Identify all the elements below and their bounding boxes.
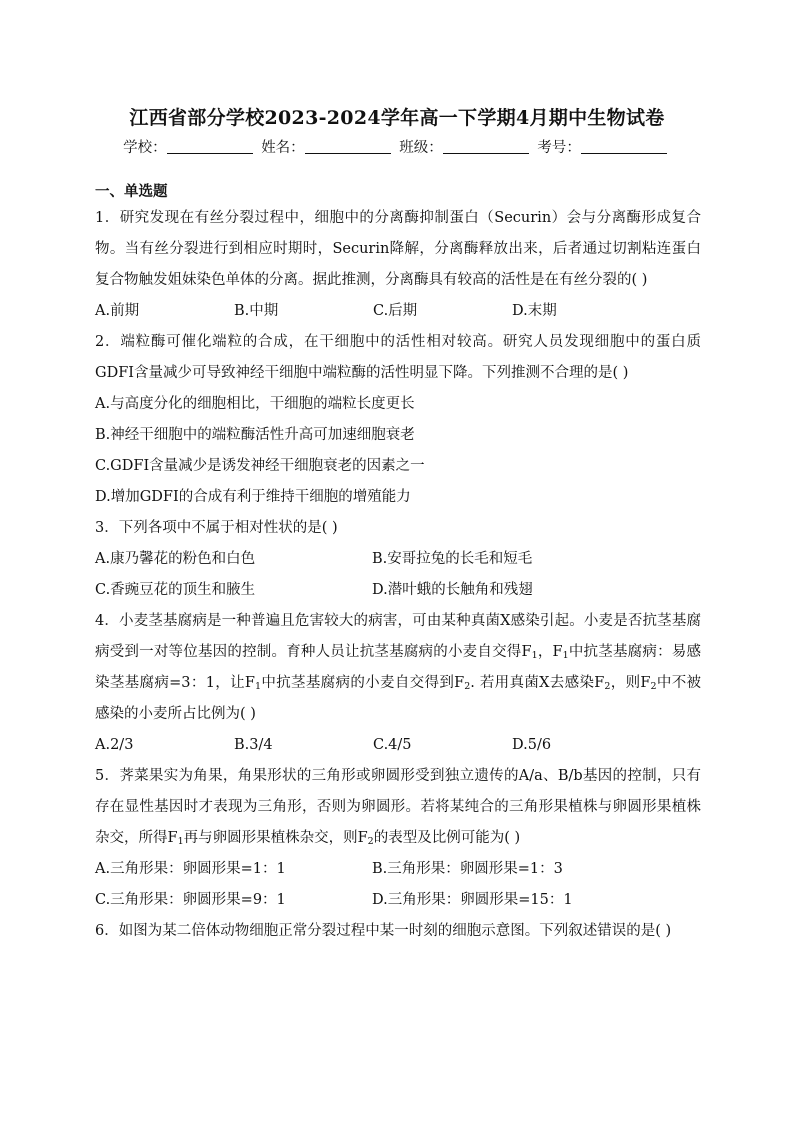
school-blank[interactable] [167, 139, 253, 154]
q4-text: 中抗茎基腐病：易感染茎基腐病=3：1，让F [95, 644, 702, 691]
question-5-option-d[interactable]: D.三角形果：卵圆形果=15：1 [372, 892, 573, 908]
question-4-option-d[interactable]: D.5/6 [512, 737, 552, 753]
question-2-option-c[interactable]: C.GDFI含量减少是诱发神经干细胞衰老的因素之一 [95, 458, 425, 474]
question-3-option-c[interactable]: C.香豌豆花的顶生和腋生 [95, 582, 256, 598]
question-1-options [95, 296, 701, 327]
student-info-line [0, 136, 794, 157]
question-1-option-b[interactable]: B.中期 [234, 303, 279, 319]
question-3-option-d[interactable]: D.潜叶蛾的长触角和残翅 [372, 582, 533, 598]
q5-text: 的表型及比例可能为( ) [373, 830, 521, 846]
question-5-options-row-1 [95, 854, 701, 885]
q4-text: 4．小麦茎基腐病是一种普遍且危害较大的病害，可由某种真菌X感染引起。小麦是否抗茎基腐病受到一对等位基因的控制。育种人员让抗茎基腐病的小麦自交得F [95, 613, 701, 660]
question-2-stem: 2．端粒酶可催化端粒的合成，在干细胞中的活性相对较高。研究人员发现细胞中的蛋白质GDFI含量减少可导致神经干细胞中端粒酶的活性明显下降。下列推测不合理的是( ) [95, 334, 701, 381]
q5-sub: 2 [367, 836, 374, 847]
name-label: 姓名： [261, 140, 305, 156]
question-4-option-c[interactable]: C.4/5 [373, 737, 412, 753]
question-5-option-b[interactable]: B.三角形果：卵圆形果=1：3 [372, 861, 563, 877]
exam-number-label: 考号： [537, 140, 581, 156]
question-2-option-b[interactable]: B.神经干细胞中的端粒酶活性升高可加速细胞衰老 [95, 427, 415, 443]
question-4-stem [95, 606, 701, 730]
question-5-option-c[interactable]: C.三角形果：卵圆形果=9：1 [95, 892, 286, 908]
question-3-option-b[interactable]: B.安哥拉兔的长毛和短毛 [372, 551, 533, 567]
q4-sub: 2 [650, 681, 657, 692]
q5-sub: 1 [177, 836, 184, 847]
school-label: 学校： [123, 140, 167, 156]
question-3-options-row-2 [95, 575, 701, 606]
question-1-stem: 1．研究发现在有丝分裂过程中，细胞中的分离酶抑制蛋白（Securin）会与分离酶形成复合物。当有丝分裂进行到相应时期时，Securin降解，分离酶释放出来，后者通过切割粘连蛋白复合物触发姐妹染色单体的分离。据此推测，分离酶具有较高的活性是在有丝分裂的( ) [95, 210, 701, 288]
question-3-options-row-1 [95, 544, 701, 575]
q4-text: . 若用真菌X去感染F [470, 675, 605, 691]
question-4-option-a[interactable]: A.2/3 [95, 737, 134, 753]
question-1-option-c[interactable]: C.后期 [373, 303, 418, 319]
q5-text: 再与卵圆形果植株杂交，则F [183, 830, 368, 846]
question-4-option-b[interactable]: B.3/4 [234, 737, 273, 753]
q4-text: 中不被感染的小麦所占比例为( ) [95, 675, 702, 722]
exam-title: 江西省部分学校2023-2024学年高一下学期4月期中生物试卷 [129, 107, 665, 129]
exam-number-blank[interactable] [581, 139, 667, 154]
q4-sub: 1 [562, 650, 569, 661]
question-5-option-a[interactable]: A.三角形果：卵圆形果=1：1 [95, 861, 286, 877]
question-1-option-a[interactable]: A.前期 [95, 303, 140, 319]
q4-sub: 1 [254, 681, 262, 692]
q5-text: 5．荠菜果实为角果，角果形状的三角形或卵圆形受到独立遗传的A/a、B/b基因的控制，只有存在显性基因时才表现为三角形，否则为卵圆形。若将某纯合的三角形果植株与卵圆形果植株杂交，所得F [95, 768, 701, 846]
section-title: 一、单选题 [95, 183, 168, 200]
q4-text: ，F [537, 644, 563, 660]
question-3-stem: 3．下列各项中不属于相对性状的是( ) [95, 520, 338, 536]
q4-sub: 2 [604, 681, 611, 692]
q4-sub: 2 [464, 681, 471, 692]
question-3-option-a[interactable]: A.康乃馨花的粉色和白色 [95, 551, 256, 567]
q4-text: 中抗茎基腐病的小麦自交得到F [261, 675, 465, 691]
class-label: 班级： [399, 140, 443, 156]
question-2-option-a[interactable]: A.与高度分化的细胞相比，干细胞的端粒长度更长 [95, 396, 415, 412]
question-5-options-row-2 [95, 885, 701, 916]
question-2-option-d[interactable]: D.增加GDFI的合成有利于维持干细胞的增殖能力 [95, 489, 411, 505]
question-6-stem: 6．如图为某二倍体动物细胞正常分裂过程中某一时刻的细胞示意图。下列叙述错误的是( ) [95, 923, 672, 939]
class-blank[interactable] [443, 139, 529, 154]
question-4-options [95, 730, 701, 761]
questions [95, 203, 701, 947]
q4-text: ，则F [610, 675, 651, 691]
question-1-option-d[interactable]: D.末期 [512, 303, 557, 319]
name-blank[interactable] [305, 139, 391, 154]
question-5-stem [95, 761, 701, 854]
q4-sub: 1 [531, 650, 538, 661]
